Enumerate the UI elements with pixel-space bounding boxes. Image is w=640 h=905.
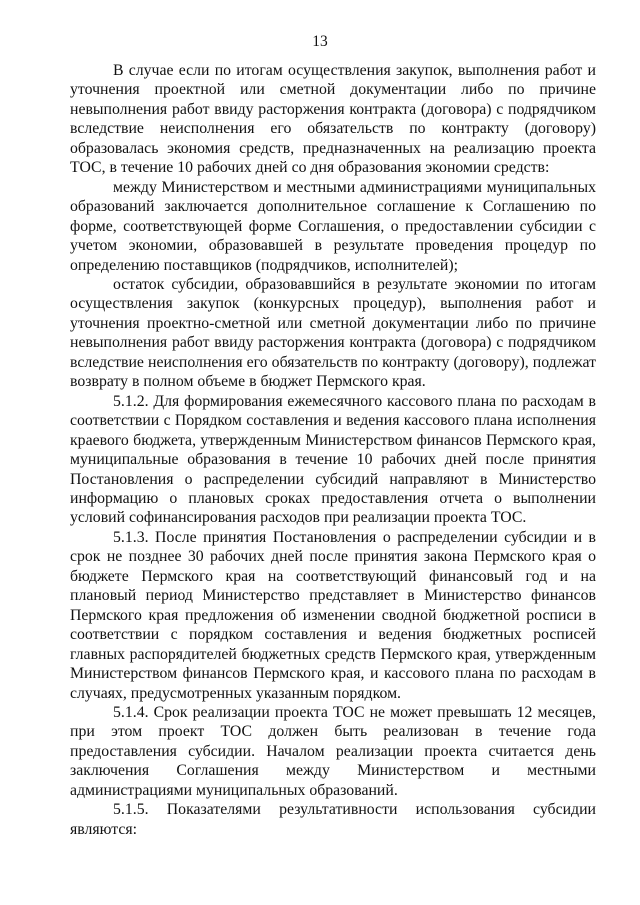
paragraph-subsidy-remainder: остаток субсидии, образовавшийся в результате экономии по итогам осуществления закупок (конкурсных процедур), выполнения работ и уточнения проектно-сметной или сметной документации либо по причине невыполнения работ ввиду расторжения контракта (договора) с подрядчиком вследствие неисполнения его обязательств по контракту (договору), подлежат возврату в полном объеме в бюджет Пермского края. (70, 275, 596, 391)
document-body (70, 61, 596, 839)
paragraph-5-1-4: 5.1.4. Срок реализации проекта ТОС не может превышать 12 месяцев, при этом проект ТОС должен быть реализован в течение года предоставления субсидии. Началом реализации проекта считается день заключения Соглашения между Министерством и местными администрациями муниципальных образований. (70, 703, 596, 799)
paragraph-additional-agreement: между Министерством и местными администрациями муниципальных образований заключается дополнительное соглашение к Соглашению по форме, соответствующей форме Соглашения, о предоставлении субсидии с учетом экономии, образовавшей в результате проведения процедур по определению поставщиков (подрядчиков, исполнителей); (70, 178, 596, 274)
paragraph-5-1-3: 5.1.3. После принятия Постановления о распределении субсидии и в срок не позднее 30 рабочих дней после принятия закона Пермского края о бюджете Пермского края на соответствующий финансовый год и на плановый период Министерство представляет в Министерство финансов Пермского края предложения об изменении сводной бюджетной росписи в соответствии с порядком составления и ведения бюджетных росписей главных распорядителей бюджетных средств Пермского края, утвержденным Министерством финансов Пермского края, и кассового плана по расходам в случаях, предусмотренных указанным порядком. (70, 528, 596, 702)
paragraph-5-1-2: 5.1.2. Для формирования ежемесячного кассового плана по расходам в соответствии с Порядком составления и ведения кассового плана исполнения краевого бюджета, утвержденным Министерством финансов Пермского края, муниципальные образования в течение 10 рабочих дней после принятия Постановления о распределении субсидий направляют в Министерство информацию о плановых сроках предоставления отчета о выполнении условий софинансирования расходов при реализации проекта ТОС. (70, 392, 596, 527)
paragraph-economy-case: В случае если по итогам осуществления закупок, выполнения работ и уточнения проектной или сметной документации либо по причине невыполнения работ ввиду расторжения контракта (договора) с подрядчиком вследствие неисполнения его обязательств по контракту (договору) образовалась экономия средств, предназначенных на реализацию проекта ТОС, в течение 10 рабочих дней со дня образования экономии средств: (70, 62, 596, 177)
page-number: 13 (312, 33, 328, 50)
paragraph-5-1-5: 5.1.5. Показателями результативности использования субсидии являются: (70, 801, 596, 838)
